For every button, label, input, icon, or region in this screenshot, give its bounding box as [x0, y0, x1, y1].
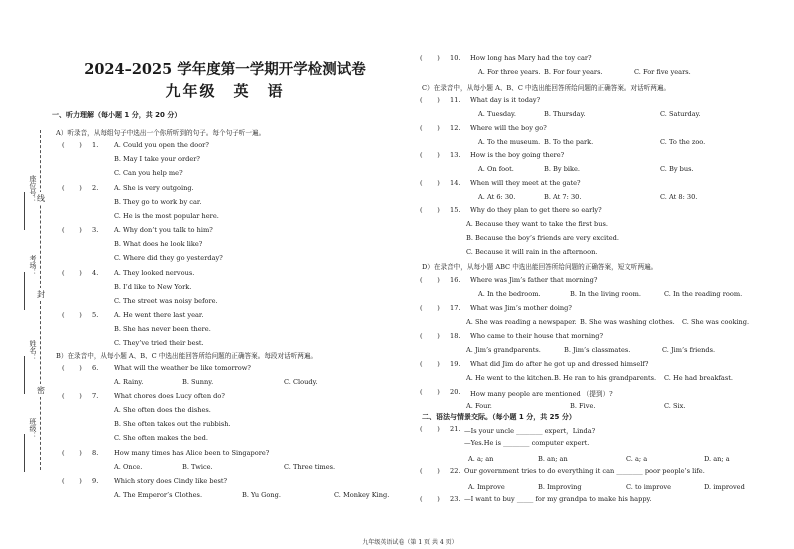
- question-number: 20.: [450, 388, 461, 396]
- option-c: C. In the reading room.: [664, 290, 743, 298]
- option-a: A. On foot.: [478, 165, 514, 173]
- option-b: B. Twice.: [182, 463, 213, 471]
- question-number: 16.: [450, 276, 461, 284]
- answer-bracket[interactable]: ( ): [420, 96, 440, 104]
- room-blank[interactable]: [24, 272, 25, 310]
- option-c: C. They’ve tried their best.: [114, 339, 204, 347]
- option-a: A. They looked nervous.: [114, 268, 195, 277]
- answer-bracket[interactable]: ( ): [62, 311, 82, 319]
- option-b: B. For four years.: [544, 68, 603, 76]
- option-c: C. He had breakfast.: [664, 374, 733, 382]
- question-text: Where was Jim’s father that morning?: [470, 276, 598, 284]
- option-b: B. By bike.: [544, 165, 581, 173]
- question-number: 1.: [92, 141, 99, 149]
- answer-bracket[interactable]: ( ): [62, 268, 82, 277]
- option-a: A. At 6: 30.: [478, 192, 516, 201]
- answer-bracket[interactable]: ( ): [62, 226, 82, 234]
- option-c: C. Three times.: [284, 463, 336, 471]
- question-text: —Is your uncle ________ expert，Linda?: [464, 427, 596, 435]
- option-a: A. Improve: [468, 483, 505, 491]
- answer-bracket[interactable]: ( ): [420, 206, 440, 214]
- option-c: C. Cloudy.: [284, 378, 318, 386]
- option-c: C. Because it will rain in the afternoon.: [466, 248, 598, 256]
- option-b: B. Because the boy’s friends are very excited.: [466, 234, 619, 242]
- option-c: C. Monkey King.: [334, 491, 390, 499]
- seal-char: 密: [37, 386, 45, 395]
- question-text: What was Jim’s mother doing?: [470, 304, 572, 312]
- option-a: A. She often does the dishes.: [114, 406, 211, 414]
- answer-bracket[interactable]: ( ): [420, 304, 440, 312]
- question-number: 23.: [450, 495, 461, 503]
- part-a-instruction: A）听录音，从每组句子中选出一个你所听到的句子。每个句子听一遍。: [56, 129, 266, 137]
- question-text: Why do they plan to get there so early?: [470, 206, 602, 214]
- option-a: A. For three years.: [478, 68, 541, 76]
- option-b: B. Sunny.: [182, 378, 214, 386]
- question-number: 11.: [450, 96, 461, 104]
- question-number: 19.: [450, 360, 461, 368]
- question-text: When will they meet at the gate?: [470, 178, 581, 187]
- option-b: B. What does he look like?: [114, 240, 203, 248]
- question-text-2: —Yes.He is ________ computer expert.: [464, 439, 590, 447]
- option-b: B. Yu Gong.: [242, 491, 281, 499]
- option-a: A. In the bedroom.: [478, 290, 541, 298]
- answer-bracket[interactable]: ( ): [62, 477, 82, 485]
- question-number: 22.: [450, 467, 461, 475]
- question-number: 10.: [450, 54, 461, 62]
- answer-bracket[interactable]: ( ): [420, 54, 440, 62]
- answer-bracket[interactable]: ( ): [420, 276, 440, 284]
- question-number: 6.: [92, 364, 99, 372]
- room-label: 考场：: [29, 255, 37, 276]
- part-c-instruction: C）在录音中，从每小题 A、B、C 中选出能回答所给问题的正确答案。对话听两遍。: [422, 84, 671, 92]
- answer-bracket[interactable]: ( ): [420, 332, 440, 340]
- seal-char: 线: [37, 194, 45, 203]
- question-number: 4.: [92, 268, 99, 277]
- name-label: 姓名：: [29, 340, 37, 361]
- option-b: B. an; an: [538, 455, 568, 463]
- option-b: B. I’d like to New York.: [114, 282, 192, 291]
- seat-blank[interactable]: [24, 192, 25, 230]
- question-text: How many people are mentioned （提到）?: [470, 390, 613, 398]
- name-blank[interactable]: [24, 356, 25, 394]
- option-a: A. He went there last year.: [114, 311, 204, 319]
- option-b: B. May I take your order?: [114, 155, 200, 163]
- question-text: What did Jim do after he got up and dressed himself?: [470, 360, 649, 368]
- exam-subtitle: 九年级 英 语: [165, 82, 285, 100]
- option-c: C. The street was noisy before.: [114, 296, 218, 305]
- option-c: C. Where did they go yesterday?: [114, 254, 223, 262]
- option-d: D. improved: [704, 483, 745, 491]
- answer-bracket[interactable]: ( ): [420, 360, 440, 368]
- option-a: A. Rainy.: [114, 378, 144, 386]
- seat-label: 座位号：: [29, 175, 37, 203]
- option-c: C. Six.: [664, 402, 686, 410]
- option-c: C. For five years.: [634, 68, 691, 76]
- answer-bracket[interactable]: ( ): [420, 495, 440, 503]
- question-text: How is the boy going there?: [470, 151, 565, 159]
- option-b: B. She has never been there.: [114, 325, 211, 333]
- option-b: B. To the park.: [544, 137, 594, 146]
- question-text: Where will the boy go?: [470, 123, 547, 132]
- question-number: 17.: [450, 304, 461, 312]
- answer-bracket[interactable]: ( ): [420, 178, 440, 187]
- option-b: B. She often takes out the rubbish.: [114, 420, 231, 428]
- option-b: B. Thursday.: [544, 110, 586, 118]
- question-number: 12.: [450, 123, 461, 132]
- option-c: C. To the zoo.: [660, 137, 706, 146]
- seal-char: 封: [37, 290, 45, 299]
- option-c: C. He is the most popular here.: [114, 211, 219, 220]
- option-a: A. Why don’t you talk to him?: [114, 226, 213, 234]
- option-a: A. a; an: [468, 455, 494, 463]
- option-c: C. Saturday.: [660, 110, 701, 118]
- class-label: 班级：: [29, 418, 37, 439]
- option-a: A. To the museum.: [478, 137, 541, 146]
- binding-margin: [0, 0, 52, 549]
- option-b: B. They go to work by car.: [114, 197, 202, 206]
- option-a: A. She is very outgoing.: [114, 183, 194, 192]
- question-number: 21.: [450, 425, 461, 433]
- option-b: B. In the living room.: [570, 290, 641, 298]
- question-number: 7.: [92, 392, 99, 400]
- question-number: 3.: [92, 226, 99, 234]
- answer-bracket[interactable]: ( ): [62, 183, 82, 192]
- question-number: 2.: [92, 183, 99, 192]
- option-b: B. Improving: [538, 483, 582, 491]
- question-number: 8.: [92, 449, 99, 457]
- exam-title: 2024–2025 学年度第一学期开学检测试卷: [84, 61, 366, 78]
- part-d-instruction: D）在录音中，从每小题 ABC 中选出能回答所给问题的正确答案，短文听两遍。: [422, 263, 658, 271]
- question-text: What day is it today?: [470, 96, 541, 104]
- option-c: C. a; a: [626, 455, 648, 463]
- option-c: C. to improve: [626, 483, 672, 491]
- question-text: —I want to buy _____ for my grandpa to make his happy.: [464, 495, 652, 503]
- option-c: C. By bus.: [660, 165, 694, 173]
- option-d: D. an; a: [704, 455, 730, 463]
- answer-bracket[interactable]: ( ): [62, 392, 82, 400]
- option-a: A. He went to the kitchen.: [466, 374, 554, 382]
- option-a: A. Four.: [466, 402, 492, 410]
- question-text: What will the weather be like tomorrow?: [114, 364, 251, 372]
- question-number: 18.: [450, 332, 461, 340]
- answer-bracket[interactable]: ( ): [420, 425, 440, 433]
- option-a: A. Once.: [114, 463, 143, 471]
- answer-bracket[interactable]: ( ): [420, 388, 440, 396]
- answer-bracket[interactable]: ( ): [62, 364, 82, 372]
- option-a: A. Jim’s grandparents.: [466, 346, 541, 354]
- option-b: B. Five.: [570, 402, 596, 410]
- question-text: How long has Mary had the toy car?: [470, 54, 592, 62]
- answer-bracket[interactable]: ( ): [62, 141, 82, 149]
- question-text: How many times has Alice been to Singapore?: [114, 449, 270, 457]
- option-a: A. The Emperor’s Clothes.: [114, 491, 203, 499]
- answer-bracket[interactable]: ( ): [62, 449, 82, 457]
- option-a: A. Because they want to take the first bus.: [466, 220, 608, 228]
- option-b: B. He ran to his grandparents.: [554, 374, 657, 382]
- question-number: 13.: [450, 151, 461, 159]
- question-text: Who came to their house that morning?: [470, 332, 603, 340]
- answer-bracket[interactable]: ( ): [420, 151, 440, 159]
- answer-bracket[interactable]: ( ): [420, 123, 440, 132]
- section-grammar: 二、语法与情景交际。（每小题 1 分，共 25 分）: [422, 413, 576, 421]
- question-text: Which story does Cindy like best?: [114, 477, 228, 485]
- question-number: 14.: [450, 178, 461, 187]
- option-b: B. At 7: 30.: [544, 192, 582, 201]
- option-c: C. Jim’s friends.: [662, 346, 716, 354]
- option-c: C. She was cooking.: [682, 318, 750, 326]
- page-footer: 九年级英语试卷（第 1 页 共 4 页）: [362, 539, 458, 546]
- part-b-instruction: B）在录音中，从每小题 A、B、C 中选出能回答所给问题的正确答案。每段对话听两遍。: [56, 352, 318, 360]
- option-a: A. She was reading a newspaper.: [466, 318, 577, 326]
- option-a: A. Tuesday.: [478, 110, 516, 118]
- option-a: A. Could you open the door?: [114, 141, 209, 149]
- option-c: C. At 8: 30.: [660, 192, 698, 201]
- answer-bracket[interactable]: ( ): [420, 467, 440, 475]
- section-listening: 一、听力理解（每小题 1 分，共 20 分）: [52, 111, 182, 119]
- question-number: 15.: [450, 206, 461, 214]
- option-c: C. Can you help me?: [114, 169, 183, 177]
- option-b: B. She was washing clothes.: [580, 318, 675, 326]
- class-blank[interactable]: [24, 434, 25, 472]
- option-b: B. Jim’s classmates.: [564, 346, 631, 354]
- question-number: 5.: [92, 311, 99, 319]
- question-text: What chores does Lucy often do?: [114, 392, 225, 400]
- question-number: 9.: [92, 477, 99, 485]
- question-text: Our government tries to do everything it can ________ poor people’s life.: [464, 467, 705, 475]
- option-c: C. She often makes the bed.: [114, 434, 208, 442]
